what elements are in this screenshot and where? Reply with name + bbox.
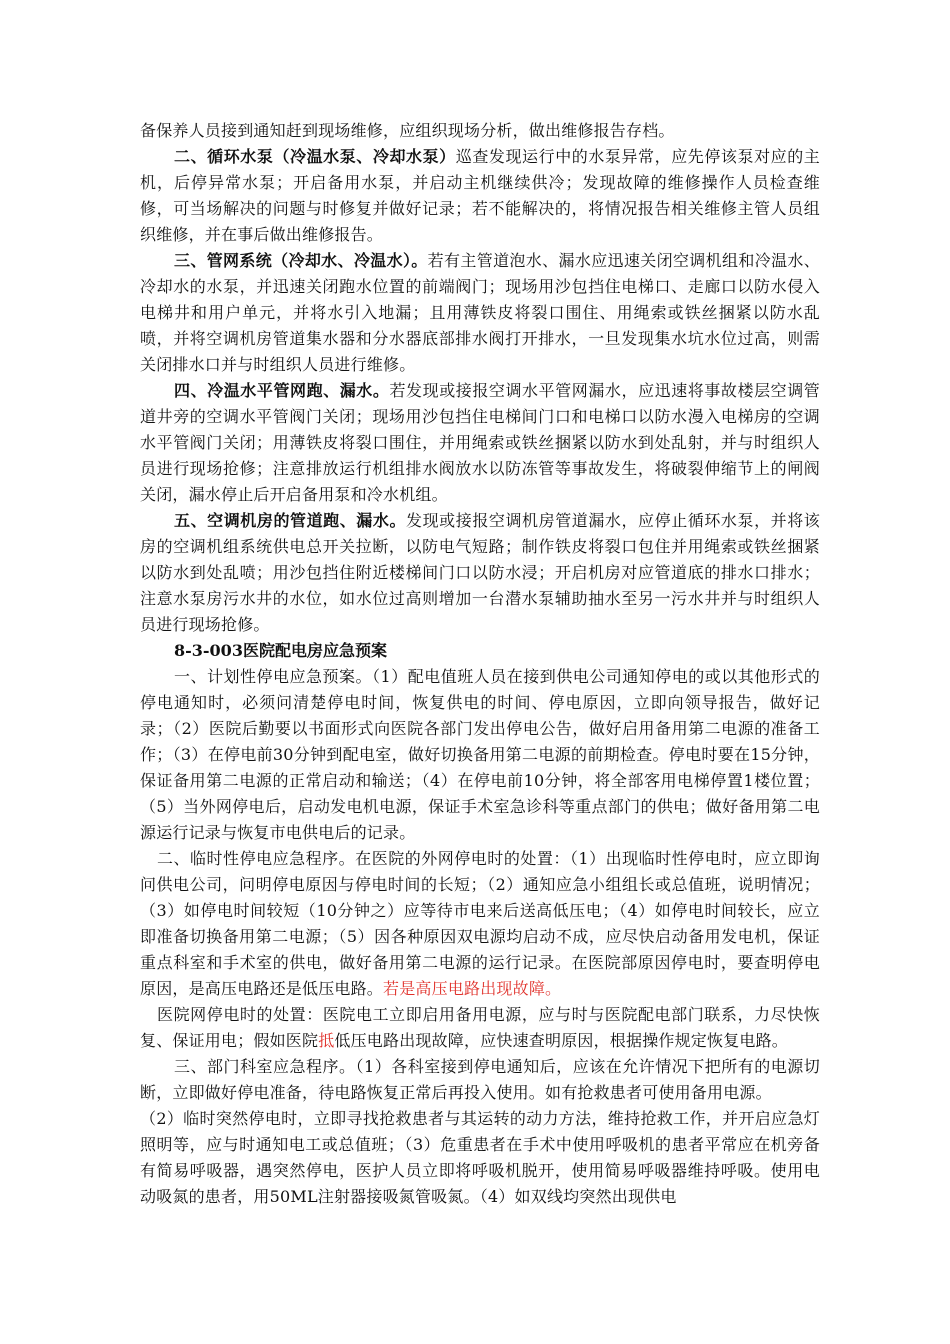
paragraph-title: 四、冷温水平管网跑、漏水。 bbox=[174, 381, 390, 400]
paragraph-text: 低压电路出现故障，应快速查明原因，根据操作规定恢复电路。 bbox=[334, 1031, 789, 1050]
paragraph-horizontal-pipe-leak bbox=[140, 378, 820, 508]
paragraph-grid-outage bbox=[140, 1002, 820, 1054]
paragraph-text: 巡查发现运行中的水泵异常，应先停该泵对应的主机，后停异常水泵；开启备用水泵，并启动主机继续供冷；发现故障的维修操作人员检查维修，可当场解决的问题与时修复并做好记录；若不能解决的，将情况报告相关维修主管人员组织维修，并在事后做出维修报告。 bbox=[140, 147, 820, 244]
section-heading: 8-3-003医院配电房应急预案 bbox=[174, 641, 387, 660]
paragraph-maintenance-report bbox=[140, 118, 820, 144]
paragraph-planned-outage bbox=[140, 664, 820, 846]
paragraph-department-procedure bbox=[140, 1054, 820, 1106]
document-page bbox=[140, 118, 820, 1210]
paragraph-text: 一、计划性停电应急预案。（1）配电值班人员在接到供电公司通知停电的或以其他形式的停电通知时，必须问清楚停电时间，恢复供电的时间、停电原因，立即向领导报告，做好记录；（2）医院后勤要以书面形式向医院各部门发出停电公告，做好启用备用第二电源的准备工作；（3）在停电前30分钟到配电室，做好切换备用第二电源的前期检查。停电时要在15分钟，保证备用第二电源的正常启动和输送；（4）在停电前10分钟，将全部客用电梯停置1楼位置；（5）当外网停电后，启动发电机电源，保证手术室急诊科等重点部门的供电；做好备用第二电源运行记录与恢复市电供电后的记录。 bbox=[140, 667, 820, 842]
paragraph-title: 五、空调机房的管道跑、漏水。 bbox=[174, 511, 407, 530]
paragraph-temporary-outage bbox=[140, 846, 820, 1002]
paragraph-text: 三、部门科室应急程序。（1）各科室接到停电通知后，应该在允许情况下把所有的电源切断，立即做好停电准备，待电路恢复正常后再投入使用。如有抢救患者可使用备用电源。 bbox=[140, 1057, 820, 1102]
paragraph-text: 若有主管道泡水、漏水应迅速关闭空调机组和冷温水、冷却水的水泵，并迅速关闭跑水位置的前端阀门；现场用沙包挡住电梯口、走廊口以防水侵入电梯井和用户单元，并将水引入地漏；且用薄铁皮将裂口围住、用绳索或铁丝捆紧以防水乱喷，并将空调机房管道集水器和分水器底部排水阀打开排水，一旦发现集水坑水位过高，则需关闭排水口并与时组织人员进行维修。 bbox=[140, 251, 820, 374]
paragraph-sudden-outage bbox=[140, 1106, 820, 1210]
highlight-text: 若是高压电路出现故障。 bbox=[383, 979, 562, 998]
paragraph-text: 若发现或接报空调水平管网漏水，应迅速将事故楼层空调管道井旁的空调水平管阀门关闭；现场用沙包挡住电梯间门口和电梯口以防水漫入电梯房的空调水平管阀门关闭；用薄铁皮将裂口围住，并用绳索或铁丝捆紧以防水到处乱射，并与时组织人员进行现场抢修；注意排放运行机组排水阀放水以防冻管等事故发生，将破裂伸缩节上的闸阀关闭，漏水停止后开启备用泵和冷水机组。 bbox=[140, 381, 821, 504]
paragraph-circulating-pump bbox=[140, 144, 820, 248]
paragraph-text: 二、临时性停电应急程序。在医院的外网停电时的处置：（1）出现临时性停电时，应立即询问供电公司，问明停电原因与停电时间的长短；（2）通知应急小组组长或总值班，说明情况；（3）如停电时间较短（10分钟之）应等待市电来后送高低压电；（4）如停电时间较长，应立即准备切换备用第二电源；（5）因各种原因双电源均启动不成，应尽快启动备用发电机，保证重点科室和手术室的供电，做好备用第二电源的运行记录。在医院部原因停电时，要查明停电原因，是高压电路还是低压电路。 bbox=[140, 849, 820, 998]
paragraph-title: 三、管网系统（冷却水、冷温水）。 bbox=[174, 251, 428, 270]
paragraph-text: （2）临时突然停电时，立即寻找抢救患者与其运转的动力方法，维持抢救工作，并开启应急灯照明等，应与时通知电工或总值班；（3）危重患者在手术中使用呼吸机的患者平常应在机旁备有简易呼吸器，遇突然停电，医护人员立即将呼吸机脱开，使用简易呼吸器维持呼吸。使用电动吸氮的患者，用50ML注射器接吸氮管吸氮。（4）如双线均突然出现供电 bbox=[140, 1109, 820, 1206]
paragraph-title: 二、循环水泵（冷温水泵、冷却水泵） bbox=[174, 147, 456, 166]
highlight-text: 抵 bbox=[318, 1031, 335, 1050]
paragraph-text: 备保养人员接到通知赶到现场维修，应组织现场分析，做出维修报告存档。 bbox=[140, 121, 675, 140]
paragraph-machine-room-leak bbox=[140, 508, 820, 638]
paragraph-pipe-network bbox=[140, 248, 820, 378]
paragraph-text: 医院网停电时的处置：医院电工立即启用备用电源，应与时与医院配电部门联系，力尽快恢复、保证用电；假如医院 bbox=[140, 1005, 820, 1050]
paragraph-text: 发现或接报空调机房管道漏水，应停止循环水泵，并将该房的空调机组系统供电总开关拉断，以防电气短路；制作铁皮将裂口包住并用绳索或铁丝捆紧以防水到处乱喷；用沙包挡住附近楼梯间门口以防水浸；开启机房对应管道底的排水口排水；注意水泵房污水井的水位，如水位过高则增加一台潜水泵辅助抽水至另一污水井并与时组织人员进行现场抢修。 bbox=[140, 511, 820, 634]
